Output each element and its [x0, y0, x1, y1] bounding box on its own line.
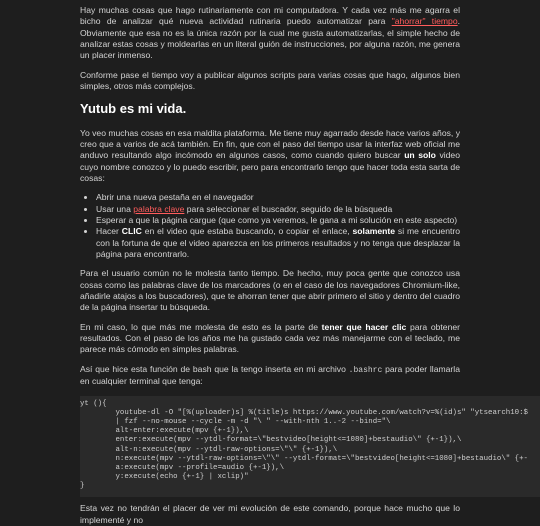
list-text-mid: en el video que estaba buscando, o copiar el enlace, — [141, 226, 353, 237]
clic-bold: CLIC — [121, 226, 142, 237]
list-text-rest: si me encuentro con la fortuna de que el video aparezca en los primeros resultados y no tenga que desplazar la página para encontrarlo. — [96, 226, 461, 259]
list-text: Usar una — [96, 203, 134, 214]
code-block[interactable]: yt (){ youtube-dl -O "[%(uploader)s] %(title)s https://www.youtube.com/watch?v=%(id)s" "ytsearch10:$ | fzf --no-mouse --cycle -m -d "\ " --with-nth 1..-2 --bind="\ alt-enter:execute(mpv {+-1}),\ enter:execute(mpv --ytdl-format=\"bestvideo[height<=1080]+bestaudio\" {+-1}),\ alt-n:execute(mpv --ytdl-raw-options=\"\" {+-1}),\ n:execute(mpv --ytdl-raw-options=\"\" --ytdl-format=\"bestvideo[height<=1080]+bestaudio\" {+- a:execute(mpv --profile=audio {+-1}),\ y:execute(echo {+-1} | xclip)" } — [80, 396, 540, 498]
usuario-comun-paragraph: Para el usuario común no le molesta tanto tiempo. De hecho, muy poca gente que conozco usa cosas como las palabras clave de los marcadores (o en el caso de los navegadores Chromium-like, añadirle atajos a los buscadores), que te ahorran tener que abrir primero el sitio y dentro del cuadro de la página insertar tu búsqueda. — [80, 268, 460, 313]
list-text-rest: para seleccionar el buscador, seguido de la búsqueda — [184, 203, 393, 214]
list-item — [96, 204, 460, 215]
mi-caso-text-rest: para obtener resultados. Con el paso de los años me ha gustado cada vez más manejarme con el teclado, me parece más cómodo en simples palabras. — [80, 321, 460, 355]
un-solo-bold: un solo — [404, 150, 436, 161]
ahorrar-tiempo-link[interactable]: "ahorrar" tiempo — [391, 16, 458, 27]
list-text: Hacer — [96, 226, 122, 237]
list-item: • Abrir una nueva pestaña en el navegador — [96, 192, 460, 203]
intro-paragraph — [80, 5, 460, 62]
mi-caso-text: En mi caso, lo que más me molesta de esto es la parte de — [80, 321, 322, 332]
section-heading: Yutub es mi vida. — [80, 101, 187, 117]
youtube-text: Yo veo muchas cosas en esa maldita plataforma. Me tiene muy agarrado desde hace varios años, y creo que a varios de acá también. En fin, que con el paso del tiempo usar la interfaz web oficial me anduvo resultando algo incómodo en algunos casos, como cuando quiero buscar — [80, 127, 460, 161]
bash-text-rest: para poder llamarla en cualquier terminal que tenga: — [80, 363, 460, 387]
intro-text: Hay muchas cosas que hago rutinariamente con mi computadora. Y cada vez más me agarra el bicho de analizar qué nueva actividad rutinaria puedo automatizar para — [80, 5, 460, 27]
solamente-bold: solamente — [352, 226, 396, 237]
steps-list — [80, 192, 460, 260]
palabra-clave-link[interactable]: palabra clave — [133, 203, 185, 214]
bash-paragraph — [80, 364, 460, 388]
hacer-clic-bold: tener que hacer clic — [321, 321, 407, 332]
youtube-text-rest: video cuyo nombre conozco y lo puedo escribir, pero para encontrarlo tengo que hacer toda esta sarta de cosas: — [80, 150, 460, 183]
bashrc-code: .bashrc — [348, 365, 383, 375]
bash-text: Así que hice esta función de bash que la tengo inserta en mi archivo — [80, 363, 349, 374]
intro-text-rest: . Obviamente que esa no es la única razón por la cual me gusta automatizarlas, el simple hecho de analizar estas cosas y moldearlas en un literal guión de instrucciones, por alguna razón, me genera un placer inmenso. — [80, 16, 460, 61]
mi-caso-paragraph — [80, 322, 460, 356]
closing-paragraph: Esta vez no tendrán el placer de ver mi evolución de este comando, porque hace mucho que lo implementé y no — [80, 503, 460, 525]
article — [0, 5, 540, 526]
list-item: • Esperar a que la página cargue (que como ya veremos, le gana a mi solución en este aspecto) — [96, 215, 460, 226]
scripts-paragraph: Conforme pase el tiempo voy a publicar algunos scripts para varias cosas que hago, algunos bien simples, otros más complejos. — [80, 69, 460, 92]
youtube-paragraph — [80, 128, 460, 185]
list-item — [96, 226, 460, 260]
